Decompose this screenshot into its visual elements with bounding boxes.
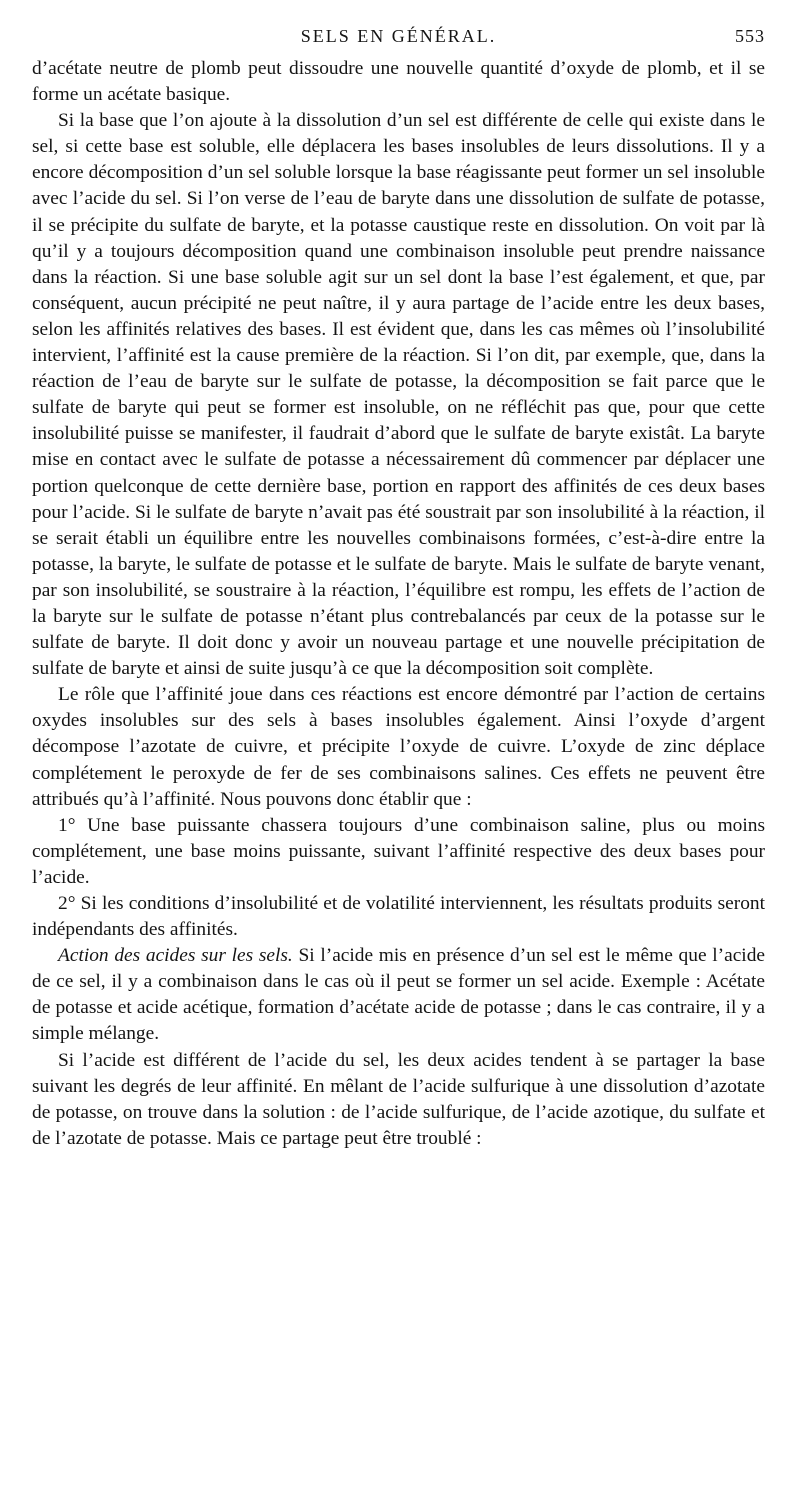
paragraph-text: Si la base que l’on ajoute à la dissolution d’un sel est différente de celle qui existe dans le sel, si cette base est soluble, elle déplacera les bases insolubles de leurs dissolutions. Il y a encore décomposition d’un sel soluble lorsque la base réagissante peut former un sel insoluble avec l’acide du sel. Si l’on verse de l’eau de baryte dans une dissolution de sulfate de potasse, il se précipite du sulfate de baryte, et la potasse caustique reste en dissolution. On voit par là qu’il y a toujours décomposition quand une combinaison insoluble peut prendre naissance dans la réaction. Si une base soluble agit sur un sel dont la base l’est également, et que, par conséquent, aucun précipité ne peut naître, il y aura partage de l’acide entre les deux bases, selon les affinités relatives des bases. Il est évident que, dans les cas mêmes où l’insolubilité intervient, l’affinité est la cause première de la réaction. Si l’on dit, par exemple, que, dans la réaction de l’eau de baryte sur le sulfate de potasse, la décomposition se fait parce que le sulfate de baryte qui peut se former est insoluble, on ne réfléchit pas que, pour que cette insolubilité puisse se manifester, il faudrait d’abord que le sulfate de baryte existât. La baryte mise en contact avec le sulfate de potasse a nécessairement dû commencer par déplacer une portion quelconque de cette dernière base, portion en rapport des affinités de ces deux bases pour l’acide. Si le sulfate de baryte n’avait pas été soustrait par son insolubilité à la réaction, il se serait établi un équilibre entre les nouvelles combinaisons formées, c’est-à-dire entre la potasse, la baryte, le sulfate de potasse et le sulfate de baryte. Mais le sulfate de baryte venant, par son insolubilité, se soustraire à la réaction, l’équilibre est rompu, les effets de l’action de la baryte sur le sulfate de potasse n’étant plus contrebalancés par ceux de la potasse sur le sulfate de baryte. Il doit donc y avoir un nouveau partage et une nouvelle précipitation de sulfate de baryte et ainsi de suite jusqu’à ce que la décomposition soit complète. xyxy=(32,110,765,680)
paragraph-text: Le rôle que l’affinité joue dans ces réactions est encore démontré par l’action de certains oxydes insolubles sur des sels à bases insolubles également. Ainsi l’oxyde d’argent décompose l’azotate de cuivre, et précipite l’oxyde de cuivre. L’oxyde de zinc déplace complétement le peroxyde de fer de ses combinaisons salines. Ces effets ne peuvent être attribués qu’à l’affinité. Nous pouvons donc établir que : xyxy=(32,684,765,810)
paragraph-base-displacement xyxy=(32,108,765,682)
paragraph-text: 1° Une base puissante chassera toujours d’une combinaison saline, plus ou moins complétement, une base moins puissante, suivant l’affinité respective des deux bases pour l’acide. xyxy=(32,814,765,888)
paragraph-text: Si l’acide mis en présence d’un sel est le même que l’acide de ce sel, il y a combinaison dans le cas où il peut se former un sel acide. Exemple : Acétate de potasse et acide acétique, formation d’acétate acide de potasse ; dans le cas contraire, il y a simple mélange. xyxy=(32,945,765,1045)
book-page xyxy=(32,22,765,1152)
page-header xyxy=(32,22,765,48)
page-number: 553 xyxy=(735,26,765,46)
paragraph-acids-on-salts xyxy=(32,943,765,1047)
paragraph-text: Si l’acide est différent de l’acide du sel, les deux acides tendent à se partager la base suivant les degrés de leur affinité. En mêlant de l’acide sulfurique à une dissolution d’azotate de potasse, on trouve dans la solution : de l’acide sulfurique, de l’acide azotique, du sulfate et de l’azotate de potasse. Mais ce partage peut être troublé : xyxy=(32,1049,765,1149)
paragraph-rule-two xyxy=(32,891,765,943)
paragraph-text: d’acétate neutre de plomb peut dissoudre une nouvelle quantité d’oxyde de plomb, et il se forme un acétate basique. xyxy=(32,58,765,106)
paragraph-continued xyxy=(32,56,765,108)
paragraph-text: 2° Si les conditions d’insolubilité et de volatilité interviennent, les résultats produits seront indépendants des affinités. xyxy=(32,893,765,941)
paragraph-acid-partition xyxy=(32,1048,765,1152)
paragraph-rule-one xyxy=(32,813,765,891)
paragraph-affinity-role xyxy=(32,682,765,812)
body-text xyxy=(32,56,765,1152)
running-title: SELS EN GÉNÉRAL. xyxy=(300,26,497,46)
section-heading-italic: Action des acides sur les sels. xyxy=(58,945,293,967)
